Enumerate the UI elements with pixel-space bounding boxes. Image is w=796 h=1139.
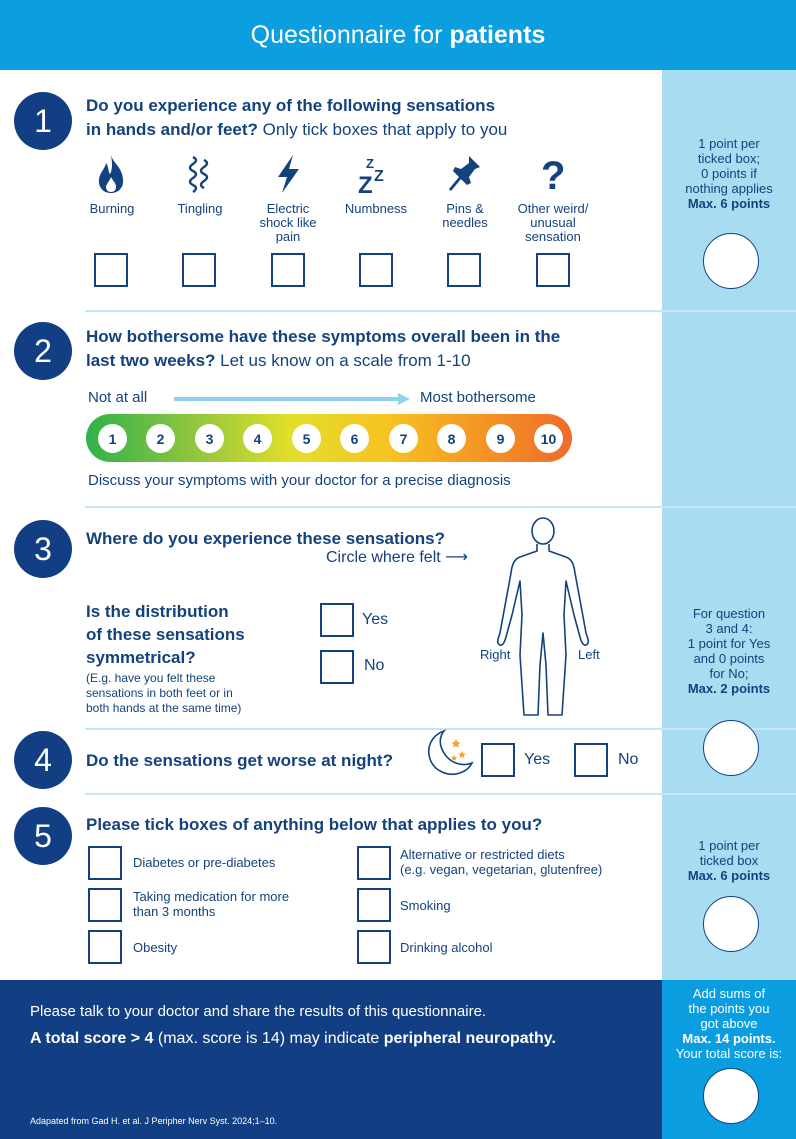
option-label-other: Other weird/ unusual sensation <box>517 201 589 244</box>
q5-score-circle[interactable] <box>703 896 759 952</box>
q3-title: Where do you experience these sensations? <box>86 529 446 548</box>
scale-option-10[interactable]: 10 <box>534 424 563 453</box>
option-label-electric: Electric shock like pain <box>259 201 317 244</box>
scale-option-6[interactable]: 6 <box>340 424 369 453</box>
scale-option-4[interactable]: 4 <box>243 424 272 453</box>
diet-label: Alternative or restricted diets (e.g. vegan, vegetarian, glutenfree) <box>400 847 603 877</box>
symmetry-example: (E.g. have you felt these sensations in both feet or in both hands at the same time) <box>86 671 242 715</box>
symmetry-question: Is the distribution of these sensations symmetrical? <box>86 602 245 667</box>
option-label-numbness: Numbness <box>344 201 408 216</box>
svg-text:Z: Z <box>374 168 384 185</box>
obesity-checkbox[interactable] <box>88 930 122 964</box>
scale-option-8[interactable]: 8 <box>437 424 466 453</box>
footer-line2: A total score > 4 (max. score is 14) may indicate peripheral neuropathy. <box>30 1030 556 1047</box>
total-score-circle[interactable] <box>703 1068 759 1124</box>
moon-stars-icon <box>422 727 476 781</box>
smoking-label: Smoking <box>400 898 451 913</box>
svg-text:?: ? <box>541 154 566 195</box>
arrow-right-icon: ⟶ <box>445 549 469 566</box>
divider <box>85 506 796 508</box>
symmetry-yes-checkbox[interactable] <box>320 603 354 637</box>
scale-option-5[interactable]: 5 <box>292 424 321 453</box>
header-title-bold: patients <box>449 20 546 49</box>
diet-checkbox[interactable] <box>357 846 391 880</box>
total-score-instructions: Add sums of the points you got above Max. 14 points. Your total score is: <box>675 986 783 1061</box>
body-outline-icon[interactable] <box>490 515 596 720</box>
header-title: Questionnaire for <box>250 20 443 49</box>
scale-option-2[interactable]: 2 <box>146 424 175 453</box>
night-no-checkbox[interactable] <box>574 743 608 777</box>
divider <box>85 793 796 795</box>
page-header <box>0 0 796 70</box>
medication-label: Taking medication for more than 3 months <box>133 889 290 919</box>
night-yes-checkbox[interactable] <box>481 743 515 777</box>
q1-score-circle[interactable] <box>703 233 759 289</box>
q2-note: Discuss your symptoms with your doctor for a precise diagnosis <box>88 472 511 489</box>
question-mark-icon <box>533 150 573 198</box>
symmetry-yes-label: Yes <box>362 611 389 628</box>
divider <box>85 310 796 312</box>
q1-title <box>86 94 507 142</box>
body-right-label: Right <box>480 647 511 662</box>
scale-arrow <box>172 392 412 406</box>
lightning-icon <box>268 150 308 198</box>
body-left-label: Left <box>578 647 600 662</box>
scale-option-3[interactable]: 3 <box>195 424 224 453</box>
scale-low-label: Not at all <box>88 389 148 406</box>
question-number-1: 1 <box>14 92 72 150</box>
question-number-3: 3 <box>14 520 72 578</box>
diabetes-checkbox[interactable] <box>88 846 122 880</box>
night-yes-label: Yes <box>524 751 551 768</box>
q5-scoring-note: 1 point per ticked box Max. 6 points <box>687 838 771 883</box>
scale-high-label: Most bothersome <box>420 389 536 406</box>
pin-icon <box>445 150 485 198</box>
q2-title: How bothersome have these symptoms overall been in the last two weeks? Let us know on a scale from 1-10 <box>86 327 561 370</box>
footer-line1: Please talk to your doctor and share the results of this questionnaire. <box>30 1003 487 1020</box>
checkbox-electric[interactable] <box>271 253 305 287</box>
q3-q4-scoring-note: For question 3 and 4: 1 point for Yes and 0 points for No; Max. 2 points <box>687 606 771 696</box>
circle-hint: Circle where felt ⟶ <box>326 549 469 566</box>
scale-option-7[interactable]: 7 <box>389 424 418 453</box>
checkbox-other[interactable] <box>536 253 570 287</box>
checkbox-burning[interactable] <box>94 253 128 287</box>
scale-option-1[interactable]: 1 <box>98 424 127 453</box>
checkbox-numbness[interactable] <box>359 253 393 287</box>
question-number-2: 2 <box>14 322 72 380</box>
svg-text:Z: Z <box>358 172 373 195</box>
fire-icon <box>91 150 131 198</box>
question-number-5: 5 <box>14 807 72 865</box>
symmetry-no-checkbox[interactable] <box>320 650 354 684</box>
q1-line2-rest: Only tick boxes that apply to you <box>257 120 508 139</box>
option-label-burning: Burning <box>89 201 135 216</box>
q1-line2-bold: in hands and/or feet? <box>86 120 258 139</box>
medication-checkbox[interactable] <box>88 888 122 922</box>
diabetes-label: Diabetes or pre-diabetes <box>133 855 276 870</box>
q1-scoring-note: 1 point per ticked box; 0 points if nothing applies Max. 6 points <box>685 136 773 211</box>
q4-title: Do the sensations get worse at night? <box>86 751 393 770</box>
checkbox-tingling[interactable] <box>182 253 216 287</box>
option-label-pins: Pins & needles <box>442 201 488 230</box>
alcohol-label: Drinking alcohol <box>400 940 493 955</box>
obesity-label: Obesity <box>133 940 178 955</box>
svg-text:Z: Z <box>366 156 374 171</box>
smoking-checkbox[interactable] <box>357 888 391 922</box>
tingling-icon <box>180 150 220 198</box>
question-number-4: 4 <box>14 731 72 789</box>
night-no-label: No <box>618 751 639 768</box>
source-citation: Adapated from Gad H. et al. J Peripher Nerv Syst. 2024;1–10. <box>30 1116 278 1126</box>
alcohol-checkbox[interactable] <box>357 930 391 964</box>
checkbox-pins[interactable] <box>447 253 481 287</box>
zzz-icon <box>356 150 396 198</box>
scale-option-9[interactable]: 9 <box>486 424 515 453</box>
option-label-tingling: Tingling <box>177 201 223 216</box>
q1-line1: Do you experience any of the following sensations <box>86 96 496 115</box>
q3-q4-score-circle[interactable] <box>703 720 759 776</box>
q5-title: Please tick boxes of anything below that applies to you? <box>86 815 543 834</box>
symmetry-no-label: No <box>364 657 385 674</box>
